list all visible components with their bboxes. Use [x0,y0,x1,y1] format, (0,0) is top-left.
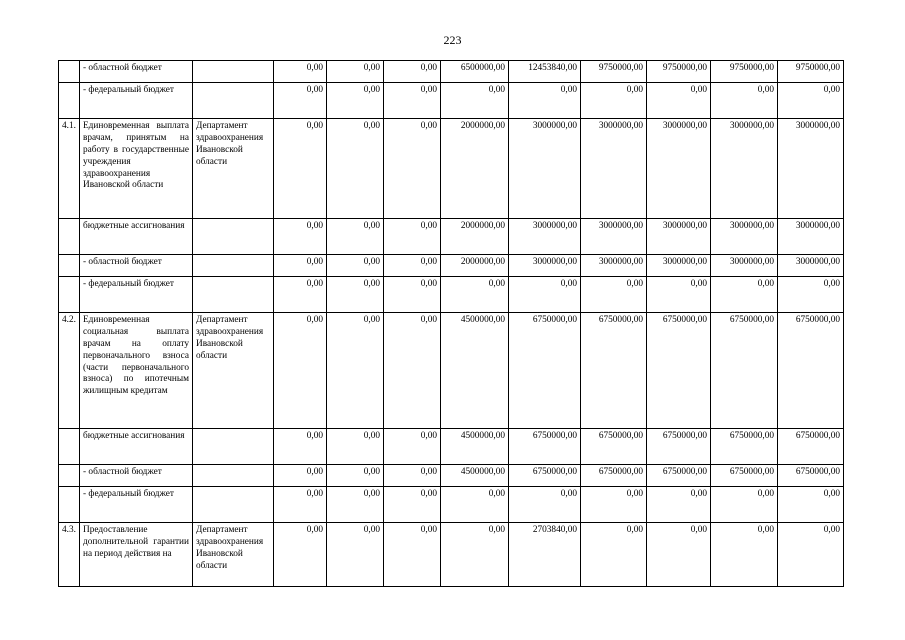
amount-cell: 0,00 [274,277,327,313]
amount-cell: 0,00 [711,277,778,313]
executor: Департамент здравоохранения Ивановской области [193,119,274,219]
row-index [59,255,80,277]
amount-cell: 0,00 [778,487,844,523]
amount-cell: 3000000,00 [581,219,647,255]
amount-cell: 0,00 [647,523,711,587]
activity-name: - областной бюджет [80,61,193,83]
executor [193,429,274,465]
budget-source-row [59,429,844,465]
amount-cell: 6750000,00 [711,313,778,429]
executor [193,465,274,487]
amount-cell: 0,00 [647,487,711,523]
activity-name: бюджетные ассигнования [80,219,193,255]
amount-cell: 6750000,00 [711,465,778,487]
amount-cell: 0,00 [384,429,441,465]
row-index [59,487,80,523]
amount-cell: 6750000,00 [778,429,844,465]
amount-cell: 0,00 [441,83,509,119]
amount-cell: 9750000,00 [647,61,711,83]
amount-cell: 3000000,00 [581,255,647,277]
amount-cell: 0,00 [274,465,327,487]
budget-table [58,60,844,587]
amount-cell: 3000000,00 [778,119,844,219]
amount-cell: 6750000,00 [778,465,844,487]
amount-cell: 0,00 [647,83,711,119]
amount-cell: 6500000,00 [441,61,509,83]
budget-source-row [59,219,844,255]
activity-name: Единовременная выплата врачам, принятым на работу в государственные учреждения здравоохранения Ивановской области [80,119,193,219]
amount-cell: 0,00 [327,61,384,83]
amount-cell: 0,00 [327,255,384,277]
amount-cell: 0,00 [509,277,581,313]
executor [193,61,274,83]
amount-cell: 0,00 [327,465,384,487]
amount-cell: 0,00 [581,83,647,119]
amount-cell: 3000000,00 [778,219,844,255]
amount-cell: 0,00 [384,277,441,313]
amount-cell: 3000000,00 [647,119,711,219]
amount-cell: 0,00 [327,523,384,587]
budget-source-row [59,255,844,277]
amount-cell: 0,00 [384,255,441,277]
row-index [59,465,80,487]
amount-cell: 4500000,00 [441,429,509,465]
amount-cell: 0,00 [274,487,327,523]
amount-cell: 3000000,00 [509,255,581,277]
executor [193,277,274,313]
amount-cell: 3000000,00 [647,255,711,277]
activity-name: - областной бюджет [80,465,193,487]
row-index: 4.3. [59,523,80,587]
activity-name: - федеральный бюджет [80,277,193,313]
amount-cell: 2000000,00 [441,119,509,219]
executor: Департамент здравоохранения Ивановской области [193,523,274,587]
amount-cell: 0,00 [778,523,844,587]
amount-cell: 0,00 [327,313,384,429]
activity-name: - областной бюджет [80,255,193,277]
amount-cell: 6750000,00 [581,465,647,487]
amount-cell: 9750000,00 [711,61,778,83]
amount-cell: 0,00 [274,61,327,83]
activity-name: бюджетные ассигнования [80,429,193,465]
row-index [59,219,80,255]
budget-source-row [59,277,844,313]
amount-cell: 0,00 [274,313,327,429]
activity-name: Единовременная социальная выплата врачам на оплату первоначального взноса (части первоначального взноса) по ипотечным жилищным кредитам [80,313,193,429]
amount-cell: 6750000,00 [509,465,581,487]
amount-cell: 0,00 [581,523,647,587]
activity-row [59,119,844,219]
row-index: 4.1. [59,119,80,219]
amount-cell: 0,00 [384,83,441,119]
amount-cell: 0,00 [384,219,441,255]
amount-cell: 12453840,00 [509,61,581,83]
amount-cell: 6750000,00 [647,465,711,487]
amount-cell: 0,00 [274,219,327,255]
amount-cell: 3000000,00 [647,219,711,255]
amount-cell: 3000000,00 [581,119,647,219]
budget-source-row [59,61,844,83]
executor [193,83,274,119]
amount-cell: 9750000,00 [778,61,844,83]
amount-cell: 0,00 [711,487,778,523]
row-index [59,429,80,465]
amount-cell: 0,00 [581,487,647,523]
amount-cell: 2703840,00 [509,523,581,587]
amount-cell: 0,00 [274,83,327,119]
amount-cell: 2000000,00 [441,255,509,277]
amount-cell: 0,00 [384,119,441,219]
amount-cell: 3000000,00 [509,119,581,219]
amount-cell: 0,00 [384,465,441,487]
amount-cell: 6750000,00 [509,313,581,429]
amount-cell: 0,00 [778,83,844,119]
executor [193,255,274,277]
amount-cell: 0,00 [509,487,581,523]
amount-cell: 6750000,00 [509,429,581,465]
amount-cell: 0,00 [327,83,384,119]
amount-cell: 0,00 [327,487,384,523]
row-index: 4.2. [59,313,80,429]
page-number: 223 [443,33,462,47]
executor [193,487,274,523]
row-index [59,61,80,83]
amount-cell: 3000000,00 [778,255,844,277]
amount-cell: 6750000,00 [581,313,647,429]
row-index [59,83,80,119]
amount-cell: 0,00 [711,83,778,119]
activity-name: - федеральный бюджет [80,83,193,119]
amount-cell: 0,00 [327,219,384,255]
amount-cell: 0,00 [384,313,441,429]
amount-cell: 4500000,00 [441,313,509,429]
amount-cell: 6750000,00 [778,313,844,429]
amount-cell: 0,00 [581,277,647,313]
budget-source-row [59,465,844,487]
amount-cell: 3000000,00 [711,219,778,255]
budget-source-row [59,487,844,523]
amount-cell: 0,00 [647,277,711,313]
amount-cell: 0,00 [711,523,778,587]
amount-cell: 0,00 [327,429,384,465]
amount-cell: 6750000,00 [581,429,647,465]
amount-cell: 0,00 [384,61,441,83]
amount-cell: 0,00 [327,277,384,313]
amount-cell: 2000000,00 [441,219,509,255]
amount-cell: 6750000,00 [647,313,711,429]
table-body [59,61,844,587]
amount-cell: 4500000,00 [441,465,509,487]
amount-cell: 0,00 [274,429,327,465]
amount-cell: 0,00 [778,277,844,313]
activity-row [59,523,844,587]
amount-cell: 0,00 [384,487,441,523]
amount-cell: 0,00 [274,255,327,277]
activity-row [59,313,844,429]
amount-cell: 0,00 [327,119,384,219]
executor [193,219,274,255]
activity-name: - федеральный бюджет [80,487,193,523]
amount-cell: 0,00 [441,523,509,587]
amount-cell: 0,00 [441,487,509,523]
amount-cell: 3000000,00 [509,219,581,255]
row-index [59,277,80,313]
amount-cell: 6750000,00 [647,429,711,465]
amount-cell: 0,00 [509,83,581,119]
amount-cell: 9750000,00 [581,61,647,83]
budget-source-row [59,83,844,119]
amount-cell: 0,00 [441,277,509,313]
amount-cell: 0,00 [274,119,327,219]
amount-cell: 3000000,00 [711,255,778,277]
amount-cell: 0,00 [384,523,441,587]
executor: Департамент здравоохранения Ивановской области [193,313,274,429]
activity-name: Предоставление дополнительной гарантии на период действия на [80,523,193,587]
amount-cell: 3000000,00 [711,119,778,219]
amount-cell: 6750000,00 [711,429,778,465]
amount-cell: 0,00 [274,523,327,587]
